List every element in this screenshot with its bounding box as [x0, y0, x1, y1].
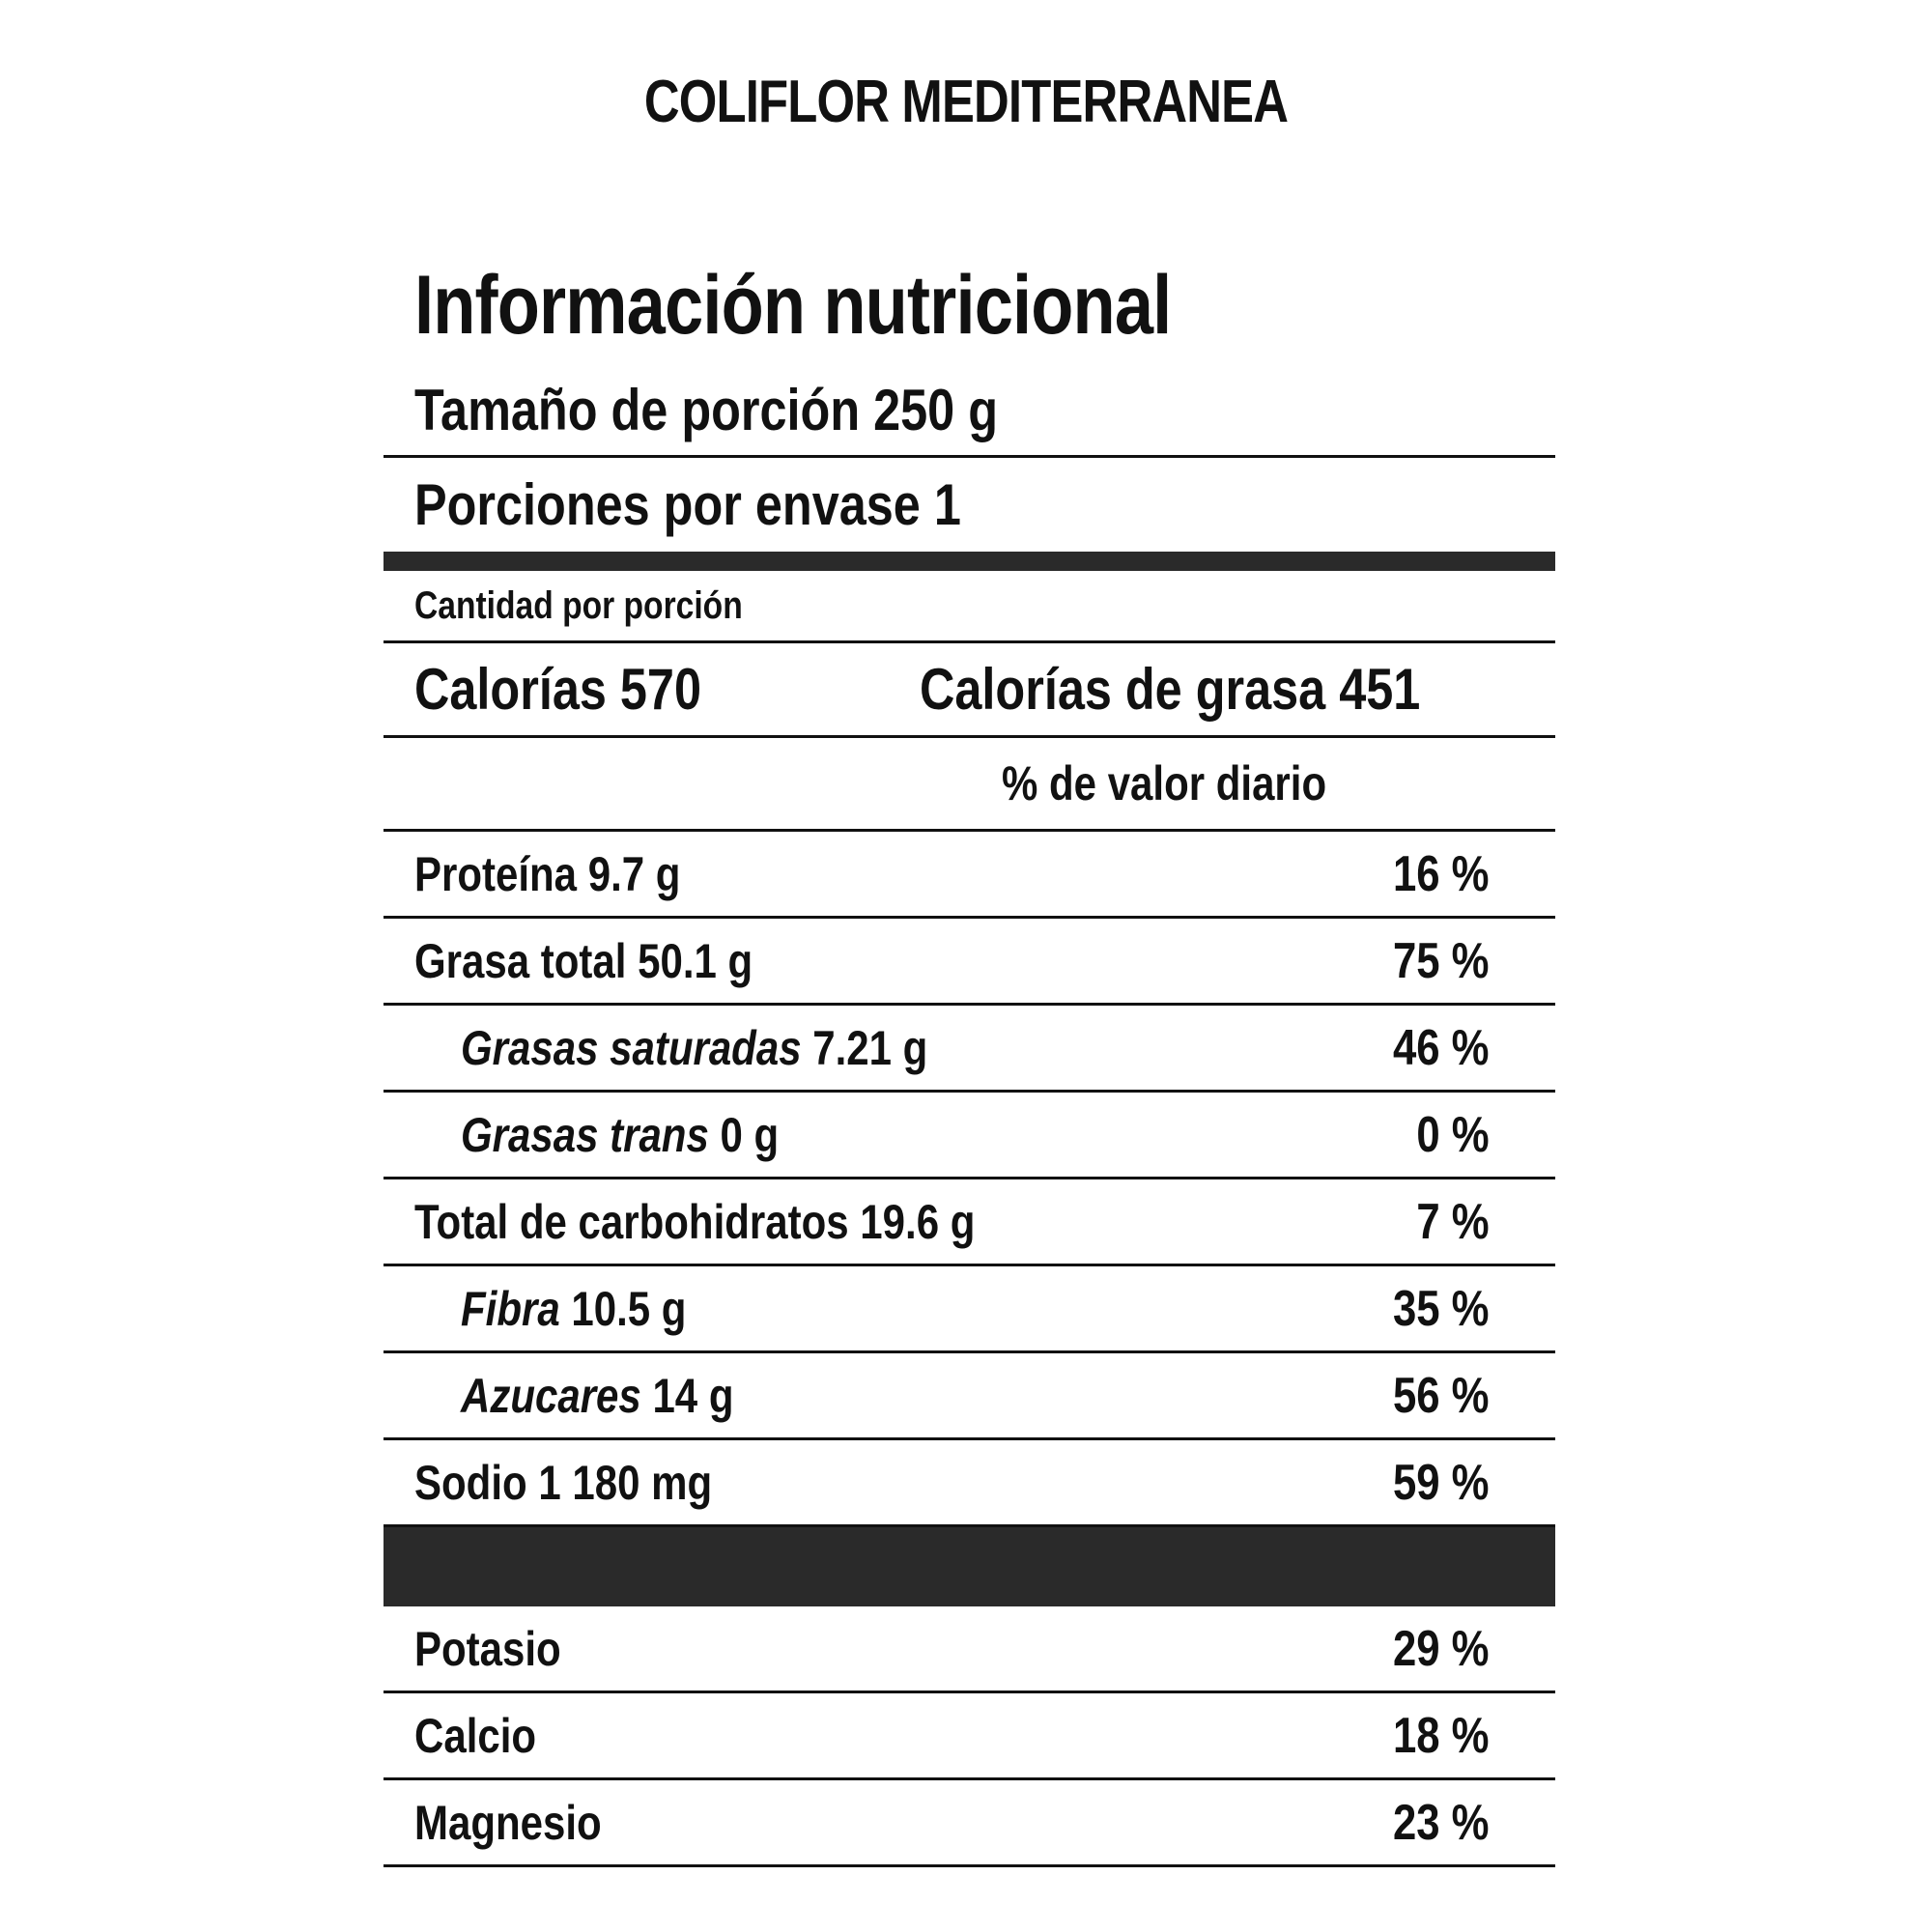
nutrient-percent: 59 %: [1393, 1454, 1490, 1511]
nutrient-label: [461, 1368, 734, 1424]
nutrient-name: Proteína: [414, 846, 578, 901]
nutrient-row: [384, 1006, 1555, 1093]
nutrient-amount: 9.7 g: [587, 846, 681, 901]
mineral-list: [384, 1606, 1555, 1867]
nutrient-label: [414, 1194, 975, 1250]
mineral-name: Magnesio: [414, 1795, 602, 1850]
mineral-row: [384, 1606, 1555, 1693]
nutrient-label: [461, 1020, 927, 1076]
nutrient-percent: 35 %: [1393, 1280, 1490, 1337]
nutrient-amount: 19.6 g: [860, 1194, 976, 1249]
calories-from-fat: Calorías de grasa 451: [920, 657, 1421, 722]
nutrient-row: [384, 1179, 1555, 1266]
nutrient-name: Grasa total: [414, 933, 627, 988]
nutrient-percent: 75 %: [1393, 932, 1490, 989]
nutrient-label: [414, 846, 680, 902]
nutrient-percent: 16 %: [1393, 845, 1490, 902]
mineral-percent: 18 %: [1393, 1707, 1490, 1764]
mineral-name: Potasio: [414, 1621, 561, 1676]
servings-per-container: Porciones por envase 1: [414, 472, 961, 537]
nutrient-label: [461, 1107, 779, 1163]
nutrient-percent: 0 %: [1416, 1106, 1490, 1163]
nutrient-amount: 50.1 g: [638, 933, 753, 988]
nutrient-label: [414, 933, 753, 989]
nutrient-amount: 10.5 g: [571, 1281, 687, 1336]
nutrient-name: Grasas saturadas: [461, 1020, 802, 1075]
nutrient-amount: 1 180 mg: [538, 1455, 713, 1510]
mineral-row: [384, 1693, 1555, 1780]
nutrient-row: [384, 1266, 1555, 1353]
nutrient-amount: 14 g: [652, 1368, 734, 1423]
nutrient-row: [384, 919, 1555, 1006]
nutrient-row: [384, 1440, 1555, 1527]
mineral-name: Calcio: [414, 1708, 537, 1763]
nutrient-percent: 7 %: [1416, 1193, 1490, 1250]
nutrient-amount: 0 g: [720, 1107, 780, 1162]
nutrient-name: Total de carbohidratos: [414, 1194, 849, 1249]
serving-size: Tamaño de porción 250 g: [384, 364, 1555, 458]
nutrient-percent: 46 %: [1393, 1019, 1490, 1076]
nutrient-list: [384, 832, 1555, 1527]
nutrient-name: Fibra: [461, 1281, 560, 1336]
nutrient-row: [384, 1353, 1555, 1440]
nutrient-label: [414, 1455, 712, 1511]
mineral-percent: 29 %: [1393, 1620, 1490, 1677]
nutrient-percent: 56 %: [1393, 1367, 1490, 1424]
nutrient-row: [384, 1093, 1555, 1179]
nutrient-amount: 7.21 g: [812, 1020, 928, 1075]
nutrient-name: Sodio: [414, 1455, 527, 1510]
label-heading: Información nutricional: [414, 259, 1172, 352]
nutrient-label: [461, 1281, 686, 1337]
daily-value-header: % de valor diario: [384, 738, 1555, 832]
mineral-row: [384, 1780, 1555, 1867]
calories-row: [384, 643, 1555, 738]
nutrient-row: [384, 832, 1555, 919]
calories: Calorías 570: [414, 657, 701, 722]
amount-per-serving: Cantidad por porción: [384, 571, 1555, 643]
nutrition-label: [384, 246, 1555, 1867]
nutrient-name: Azucares: [461, 1368, 641, 1423]
thick-divider: [384, 552, 1555, 571]
mineral-percent: 23 %: [1393, 1794, 1490, 1851]
nutrient-name: Grasas trans: [461, 1107, 709, 1162]
product-title: COLIFLOR MEDITERRANEA: [643, 69, 1289, 135]
black-divider-band: [384, 1527, 1555, 1606]
